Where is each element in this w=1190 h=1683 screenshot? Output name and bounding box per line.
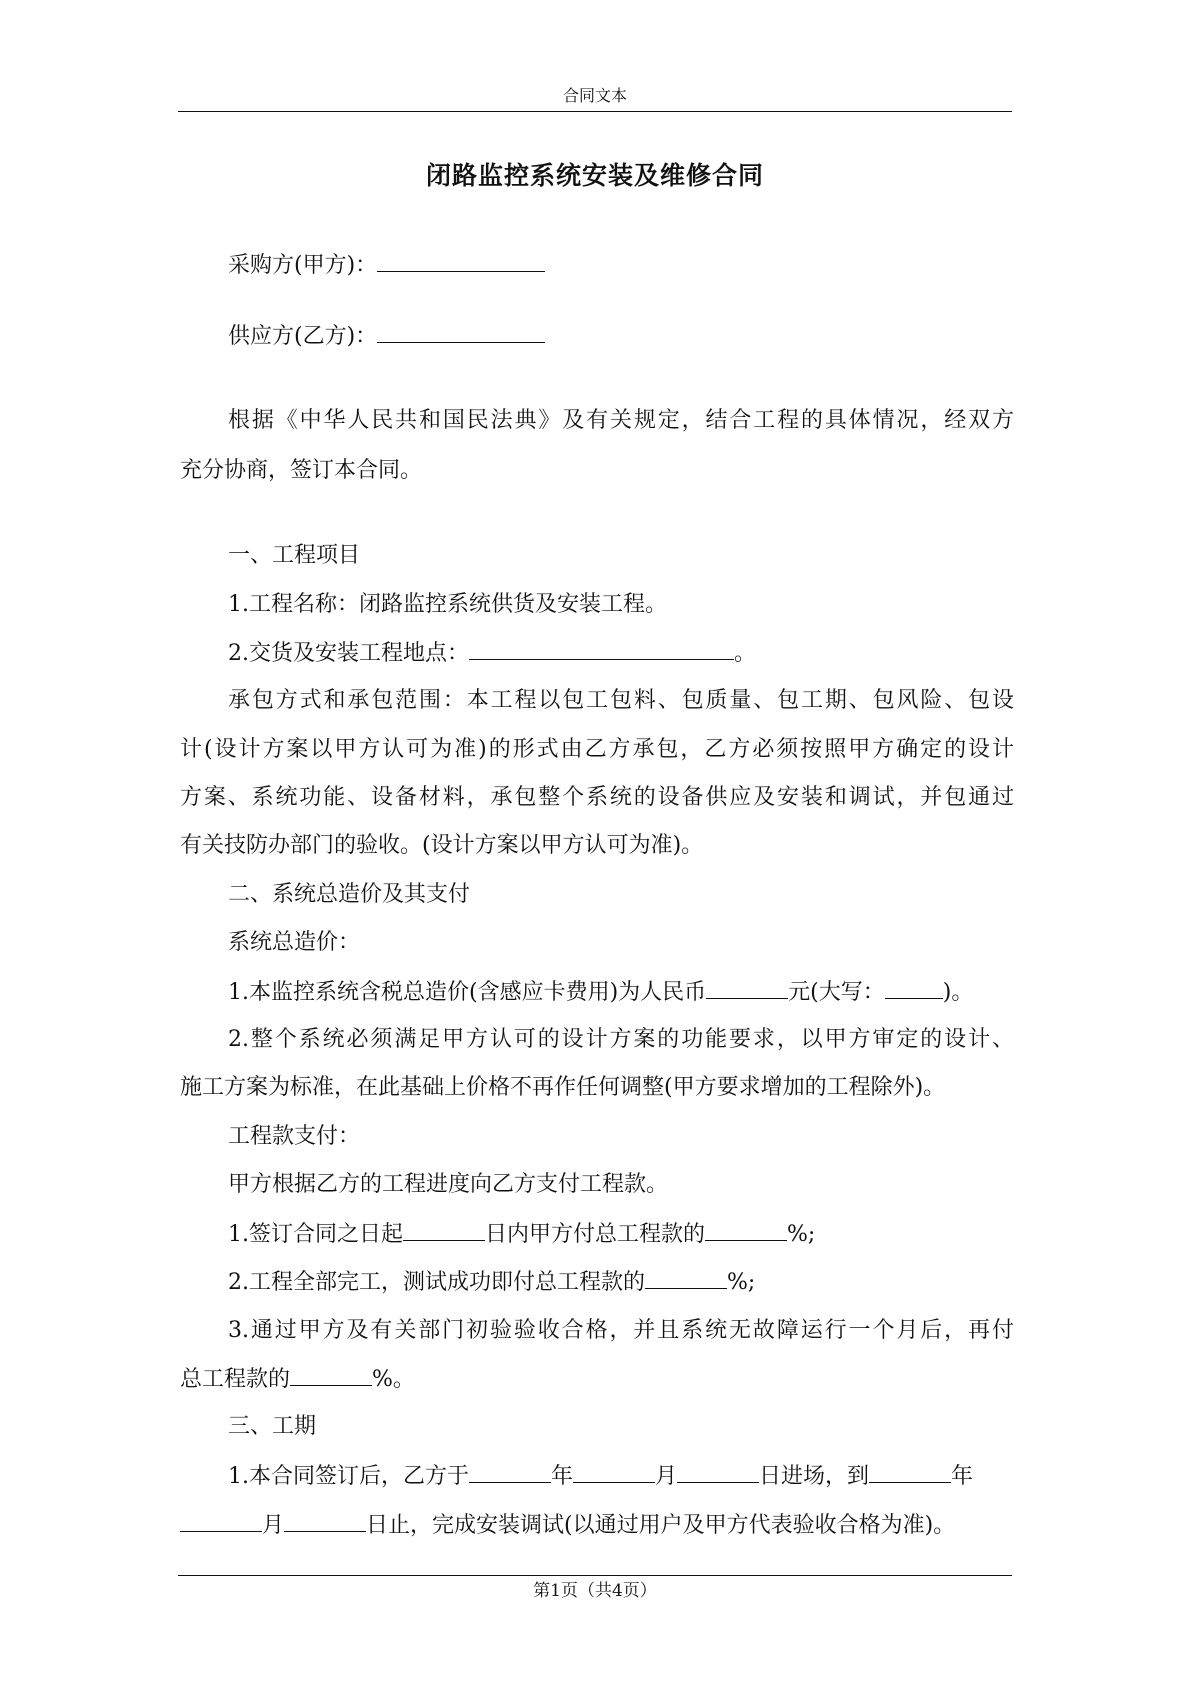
payment-item-2: [180, 1266, 1014, 1299]
payment-item-3-line-2: [180, 1363, 1014, 1396]
scope-line-3: 方案、系统功能、设备材料，承包整个系统的设备供应及安装和调试，并包通过: [180, 785, 1014, 810]
section1-item2: [180, 637, 1014, 670]
section1-item2-end: 。: [734, 641, 757, 666]
payment-intro: 甲方根据乙方的工程进度向乙方支付工程款。: [228, 1172, 669, 1197]
payment-days-blank: [403, 1218, 485, 1241]
scope-line-2: 计(设计方案以甲方认可为准)的形式由乙方承包，乙方必须按照甲方确定的设计: [180, 737, 1014, 762]
schedule-line-2: [180, 1509, 1014, 1542]
payment-item-2-text: 2.工程全部完工，测试成功即付总工程款的: [228, 1270, 645, 1295]
start-year-label: 年: [551, 1464, 574, 1489]
start-day-label: 日进场，到: [759, 1464, 870, 1489]
payment-item-1: [180, 1218, 1014, 1251]
price-item-2-line-2: 施工方案为标准，在此基础上价格不再作任何调整(甲方要求增加的工程除外)。: [180, 1075, 946, 1100]
schedule-text: 1.本合同签订后，乙方于: [228, 1464, 469, 1489]
payment-item-3-line-1: 3.通过甲方及有关部门初验验收合格，并且系统无故障运行一个月后，再付: [228, 1318, 1014, 1343]
scope-line-4: 有关技防办部门的验收。(设计方案以甲方认可为准)。: [180, 833, 704, 858]
start-year-blank: [469, 1460, 551, 1483]
payment-item-3-end: %。: [372, 1367, 415, 1392]
party-a-label: 采购方(甲方)：: [228, 253, 378, 278]
party-a-blank: [377, 249, 545, 272]
payment-1-percent-blank: [705, 1218, 787, 1241]
location-blank: [469, 637, 734, 660]
party-b-line: [180, 320, 1014, 353]
preamble-line-2: 充分协商，签订本合同。: [180, 458, 423, 483]
section3-heading: 三、工期: [228, 1414, 317, 1439]
end-month-blank: [180, 1509, 262, 1532]
payment-2-percent-blank: [645, 1266, 727, 1289]
payment-item-1-text: 1.签订合同之日起: [228, 1222, 403, 1247]
payment-item-1-mid: 日内甲方付总工程款的: [485, 1222, 706, 1247]
party-b-label: 供应方(乙方)：: [228, 324, 378, 349]
price-item-1-text: 1.本监控系统含税总造价(含感应卡费用)为人民币: [228, 980, 707, 1005]
end-year-label: 年: [951, 1464, 974, 1489]
price-uppercase-blank: [885, 976, 943, 999]
section1-item2-label: 2.交货及安装工程地点：: [228, 641, 469, 666]
end-day-text: 日止，完成安装调试(以通过用户及甲方代表验收合格为准)。: [366, 1513, 956, 1538]
scope-line-1: 承包方式和承包范围：本工程以包工包料、包质量、包工期、包风险、包设: [228, 688, 1014, 713]
price-item-2-line-1: 2.整个系统必须满足甲方认可的设计方案的功能要求，以甲方审定的设计、: [228, 1027, 1014, 1052]
price-item-1-end: )。: [942, 980, 974, 1005]
price-item-1: [180, 976, 1014, 1009]
schedule-line-1: [180, 1460, 1014, 1493]
start-day-blank: [677, 1460, 759, 1483]
end-day-blank: [284, 1509, 366, 1532]
section1-heading: 一、工程项目: [228, 543, 361, 568]
section1-item1: 1.工程名称：闭路监控系统供货及安装工程。: [228, 592, 667, 617]
end-month-label: 月: [262, 1513, 285, 1538]
start-month-blank: [573, 1460, 655, 1483]
party-b-blank: [377, 320, 545, 343]
price-amount-blank: [706, 976, 788, 999]
section2-heading: 二、系统总造价及其支付: [228, 882, 471, 907]
payment-item-3-text: 总工程款的: [180, 1367, 291, 1392]
document-title: 闭路监控系统安装及维修合同: [425, 161, 764, 190]
preamble-line-1: 根据《中华人民共和国民法典》及有关规定，结合工程的具体情况，经双方: [228, 408, 1014, 433]
price-subheading: 系统总造价：: [228, 930, 361, 955]
payment-3-percent-blank: [290, 1363, 372, 1386]
end-year-blank: [869, 1460, 951, 1483]
price-item-1-uppercase-label: 元(大写：: [788, 980, 885, 1005]
payment-subheading: 工程款支付：: [228, 1124, 361, 1149]
payment-item-2-end: %;: [727, 1270, 756, 1295]
page-footer: 第1页（共4页）: [533, 1581, 657, 1601]
page-header: 合同文本: [562, 86, 627, 105]
payment-item-1-end: %;: [787, 1222, 816, 1247]
start-month-label: 月: [655, 1464, 678, 1489]
footer-divider: [178, 1575, 1012, 1576]
header-divider: [178, 111, 1012, 112]
party-a-line: [180, 249, 1014, 282]
